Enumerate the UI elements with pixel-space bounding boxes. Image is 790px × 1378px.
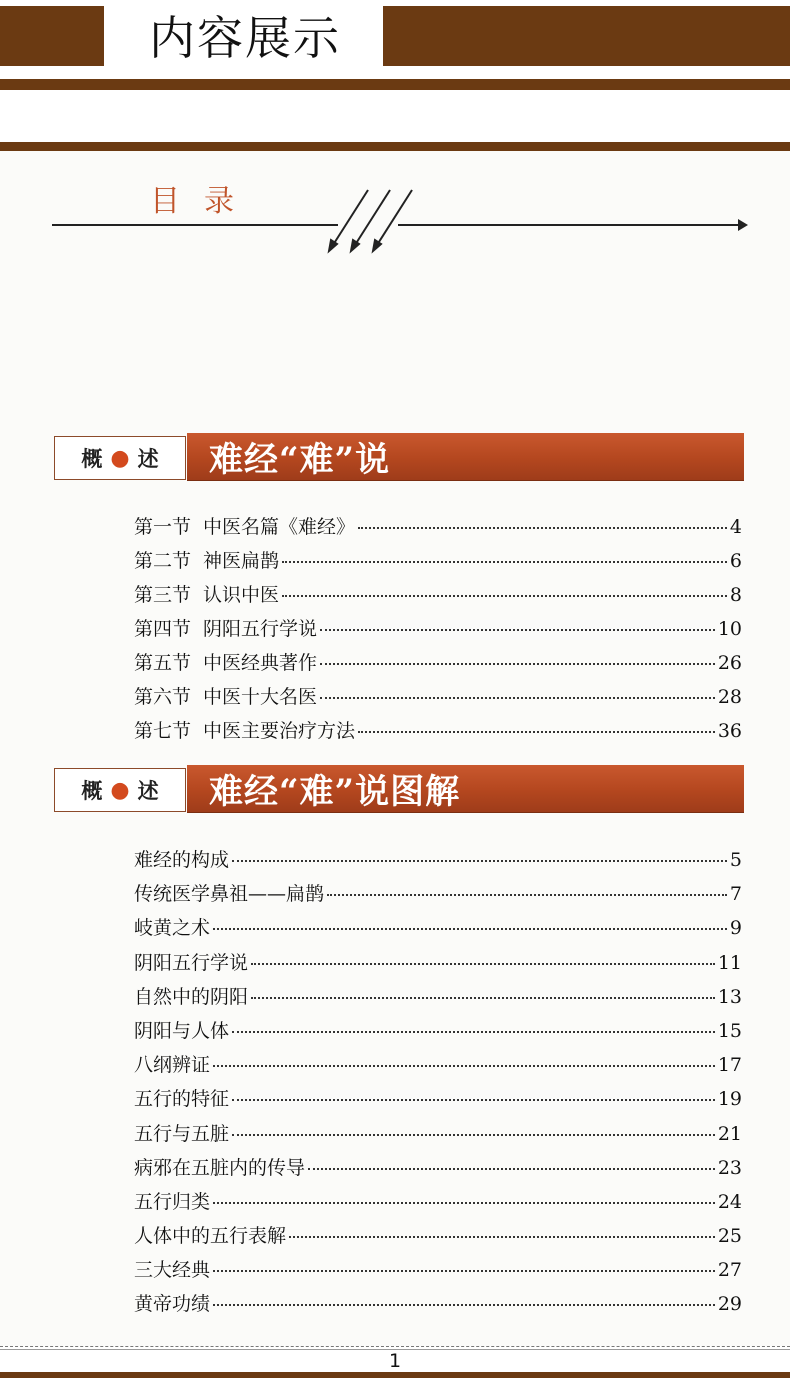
- dot-leader: [232, 859, 727, 862]
- dot-leader: [213, 1269, 715, 1272]
- toc-entry-number: 第六节: [134, 686, 192, 708]
- toc-entry[interactable]: [134, 1221, 742, 1255]
- dot-leader: [213, 1303, 715, 1306]
- dot-leader: [320, 628, 715, 631]
- toc-entry[interactable]: [134, 1187, 742, 1221]
- toc-entry-page: 21: [717, 1122, 742, 1145]
- toc-entry-title: 五行的特征: [134, 1088, 230, 1111]
- toc-entry[interactable]: [134, 716, 742, 750]
- toc-entry[interactable]: [134, 1119, 742, 1153]
- divider-rule: [0, 79, 790, 90]
- toc-entry-title: 阴阳与人体: [134, 1019, 230, 1042]
- toc-list: [134, 845, 742, 1324]
- toc-entry-page: 5: [729, 849, 742, 871]
- toc-entry-title: 难经的构成: [134, 849, 230, 871]
- toc-entry-page: 8: [729, 584, 742, 606]
- toc-entry[interactable]: [134, 580, 742, 614]
- toc-entry-number: 第四节: [134, 618, 192, 640]
- toc-entry-title: 病邪在五脏内的传导: [134, 1156, 306, 1179]
- toc-entry-page: 9: [729, 917, 742, 940]
- dot-leader: [213, 1064, 715, 1067]
- toc-entry[interactable]: [134, 648, 742, 682]
- toc-entry-page: 29: [717, 1293, 742, 1316]
- dot-leader: [358, 730, 715, 733]
- toc-entry-page: 28: [717, 686, 742, 708]
- section-title: 难经“难”说图解: [187, 765, 744, 813]
- toc-entry[interactable]: [134, 682, 742, 716]
- toc-entry[interactable]: [134, 913, 742, 947]
- toc-entry-page: 13: [717, 985, 742, 1008]
- toc-entry-title: 中医经典著作: [203, 652, 318, 674]
- section-header: [54, 765, 744, 813]
- banner-bar-left: [0, 6, 104, 66]
- toc-entry-title: 中医主要治疗方法: [203, 720, 356, 742]
- toc-entry[interactable]: [134, 614, 742, 648]
- top-banner: [0, 0, 790, 70]
- toc-entry-title: 中医十大名医: [203, 686, 318, 708]
- dot-leader: [282, 594, 727, 597]
- toc-list: [134, 512, 742, 750]
- dot-leader: [327, 893, 727, 896]
- toc-entry-title: 认识中医: [203, 584, 280, 606]
- toc-arrow-decoration: [50, 185, 750, 255]
- toc-entry[interactable]: [134, 1016, 742, 1050]
- section-label-right: 述: [137, 447, 159, 471]
- page-number: 1: [388, 1350, 402, 1372]
- toc-entry-number: 第七节: [134, 720, 192, 742]
- dot-leader: [232, 1098, 715, 1101]
- section-label-right: 述: [137, 779, 159, 803]
- toc-entry-title: 黄帝功绩: [134, 1293, 211, 1316]
- toc-entry-page: 23: [717, 1156, 742, 1179]
- toc-entry[interactable]: [134, 1153, 742, 1187]
- dot-leader: [232, 1030, 715, 1033]
- toc-entry-number: 第五节: [134, 652, 192, 674]
- dot-leader: [358, 526, 727, 529]
- toc-entry[interactable]: [134, 982, 742, 1016]
- toc-entry-page: 24: [717, 1190, 742, 1213]
- dot-icon: ●: [110, 445, 130, 471]
- divider-rule: [0, 142, 790, 151]
- toc-entry-title: 三大经典: [134, 1259, 211, 1282]
- toc-entry-title: 八纲辨证: [134, 1054, 211, 1077]
- toc-entry[interactable]: [134, 948, 742, 982]
- bottom-bar: [0, 1372, 790, 1378]
- toc-entry[interactable]: [134, 1289, 742, 1323]
- dot-leader: [282, 560, 727, 563]
- toc-entry-title: 人体中的五行表解: [134, 1225, 287, 1248]
- toc-entry-page: 19: [717, 1088, 742, 1111]
- toc-entry-page: 27: [717, 1259, 742, 1282]
- toc-entry-title: 自然中的阴阳: [134, 985, 249, 1008]
- banner-title: 内容展示: [149, 11, 341, 65]
- toc-entry-title: 中医名篇《难经》: [203, 516, 356, 538]
- toc-entry[interactable]: [134, 1050, 742, 1084]
- toc-entry-page: 36: [717, 720, 742, 742]
- toc-entry[interactable]: [134, 879, 742, 913]
- section-label: [54, 768, 186, 812]
- toc-entry[interactable]: [134, 1084, 742, 1118]
- toc-entry-title: 五行与五脏: [134, 1122, 230, 1145]
- footer-divider: [0, 1346, 790, 1347]
- toc-entry-page: 11: [717, 951, 742, 974]
- dot-leader: [320, 696, 715, 699]
- toc-entry-title: 神医扁鹊: [203, 550, 280, 572]
- toc-entry-title: 阴阳五行学说: [203, 618, 318, 640]
- section-title: 难经“难”说: [187, 433, 744, 481]
- toc-entry-page: 26: [717, 652, 742, 674]
- dot-leader: [320, 662, 715, 665]
- toc-entry-page: 4: [729, 516, 742, 538]
- toc-entry-title: 岐黄之术: [134, 917, 211, 940]
- dot-leader: [308, 1167, 715, 1170]
- toc-entry-page: 6: [729, 550, 742, 572]
- section-header: [54, 433, 744, 481]
- toc-entry-number: 第三节: [134, 584, 192, 606]
- toc-entry[interactable]: [134, 512, 742, 546]
- banner-bar-right: [383, 6, 790, 66]
- dot-leader: [251, 996, 715, 999]
- toc-entry[interactable]: [134, 845, 742, 879]
- toc-entry[interactable]: [134, 1255, 742, 1289]
- toc-entry-page: 15: [717, 1019, 742, 1042]
- toc-entry-page: 25: [717, 1225, 742, 1248]
- dot-leader: [232, 1133, 715, 1136]
- toc-entry-title: 阴阳五行学说: [134, 951, 249, 974]
- dot-icon: ●: [110, 777, 130, 803]
- section-label-left: 概: [81, 779, 103, 803]
- toc-entry-number: 第二节: [134, 550, 192, 572]
- toc-entry-page: 17: [717, 1054, 742, 1077]
- toc-title: 目录: [150, 184, 258, 219]
- toc-entry-page: 10: [717, 618, 742, 640]
- dot-leader: [289, 1235, 715, 1238]
- section-label-left: 概: [81, 447, 103, 471]
- dot-leader: [251, 962, 715, 965]
- toc-entry-number: 第一节: [134, 516, 192, 538]
- toc-entry-title: 五行归类: [134, 1190, 211, 1213]
- toc-entry-page: 7: [729, 883, 742, 906]
- section-label: [54, 436, 186, 480]
- toc-entry-title: 传统医学鼻祖——扁鹊: [134, 883, 325, 906]
- dot-leader: [213, 927, 727, 930]
- toc-entry[interactable]: [134, 546, 742, 580]
- dot-leader: [213, 1201, 715, 1204]
